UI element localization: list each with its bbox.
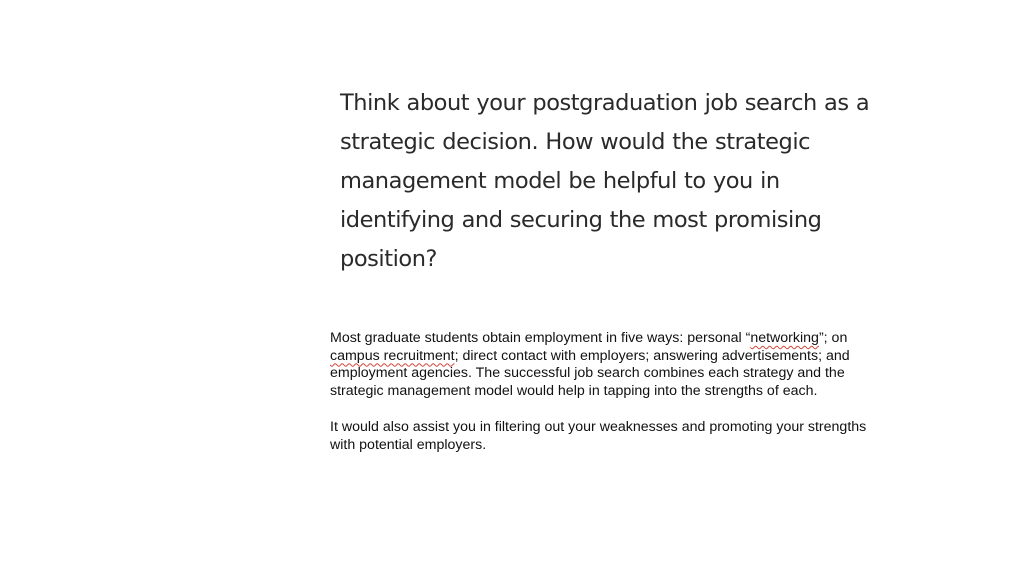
question-line: management model be helpful to you in	[340, 168, 780, 194]
question-text	[340, 84, 910, 279]
answer-line: It would also assist you in filtering out your weaknesses and promoting your strengths	[330, 418, 867, 435]
question-line: position?	[340, 246, 438, 272]
answer-text	[330, 330, 900, 454]
answer-text-segment: Most graduate students obtain employment in five ways: personal “	[330, 330, 751, 346]
answer-paragraph-1	[330, 330, 900, 401]
answer-text-segment: ; direct contact with employers; answering advertisements; and	[454, 347, 850, 364]
question-line: Think about your postgraduation job search as a	[340, 90, 870, 116]
spellcheck-underlined-word[interactable]: campus recruitment	[330, 347, 455, 364]
question-line: identifying and securing the most promising	[340, 207, 822, 233]
paragraph-spacer	[330, 401, 900, 419]
answer-line	[330, 330, 900, 348]
answer-text-segment: ”; on	[818, 330, 848, 346]
answer-line: strategic management model would help in tapping into the strengths of each.	[330, 383, 818, 400]
spellcheck-underlined-word[interactable]: networking	[750, 330, 819, 346]
answer-line: employment agencies. The successful job search combines each strategy and the	[330, 365, 845, 382]
answer-line	[330, 348, 900, 366]
question-line: strategic decision. How would the strategic	[340, 129, 811, 155]
answer-paragraph-2	[330, 419, 900, 454]
answer-line: with potential employers.	[330, 436, 487, 453]
